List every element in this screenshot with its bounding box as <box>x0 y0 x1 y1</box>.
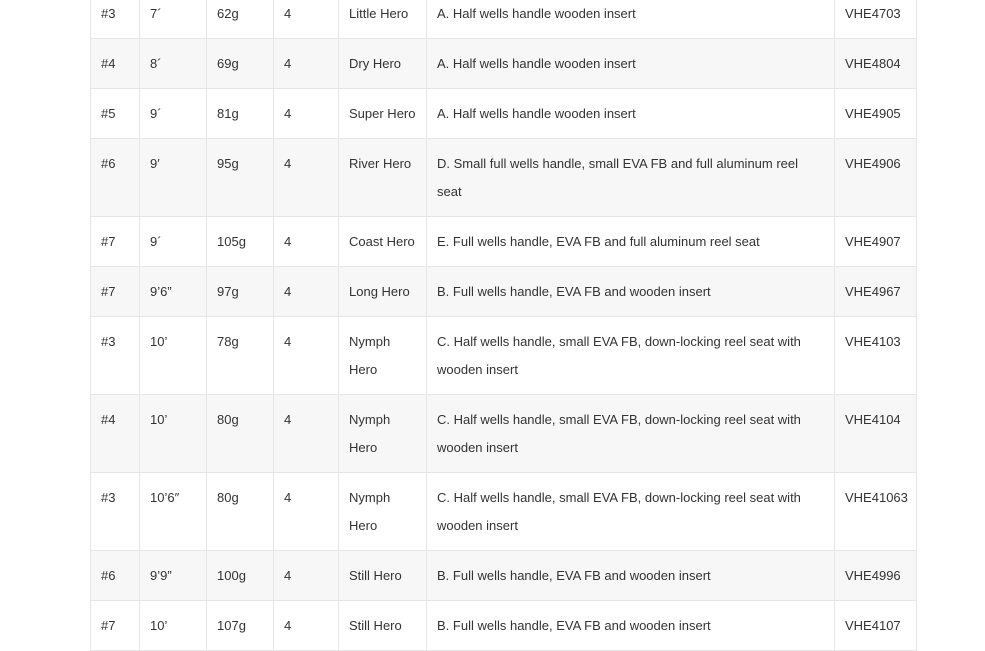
line-weight-cell: #7 <box>91 217 140 267</box>
sections-cell: 4 <box>274 395 339 473</box>
model-cell: River Hero <box>339 139 427 217</box>
handle-cell: A. Half wells handle wooden insert <box>427 89 835 139</box>
weight-cell: 62g <box>207 0 274 39</box>
length-cell: 10’6″ <box>140 473 207 551</box>
model-cell: Super Hero <box>339 89 427 139</box>
handle-cell: A. Half wells handle wooden insert <box>427 0 835 39</box>
handle-cell: C. Half wells handle, small EVA FB, down-locking reel seat with wooden insert <box>427 395 835 473</box>
code-cell: VHE4107 <box>835 601 917 651</box>
length-cell: 10’ <box>140 601 207 651</box>
sections-cell: 4 <box>274 317 339 395</box>
line-weight-cell: #6 <box>91 139 140 217</box>
length-cell: 8´ <box>140 39 207 89</box>
model-cell: Dry Hero <box>339 39 427 89</box>
length-cell: 9’6” <box>140 267 207 317</box>
sections-cell: 4 <box>274 0 339 39</box>
weight-cell: 69g <box>207 39 274 89</box>
weight-cell: 97g <box>207 267 274 317</box>
sections-cell: 4 <box>274 217 339 267</box>
table-row <box>91 139 917 217</box>
table-row <box>91 601 917 651</box>
code-cell: VHE4905 <box>835 89 917 139</box>
handle-cell: E. Full wells handle, EVA FB and full aluminum reel seat <box>427 217 835 267</box>
line-weight-cell: #6 <box>91 551 140 601</box>
handle-cell: A. Half wells handle wooden insert <box>427 39 835 89</box>
line-weight-cell: #7 <box>91 267 140 317</box>
table-row <box>91 317 917 395</box>
model-cell: Coast Hero <box>339 217 427 267</box>
code-cell: VHE4907 <box>835 217 917 267</box>
sections-cell: 4 <box>274 267 339 317</box>
handle-cell: C. Half wells handle, small EVA FB, down-locking reel seat with wooden insert <box>427 473 835 551</box>
weight-cell: 105g <box>207 217 274 267</box>
model-cell: Nymph Hero <box>339 395 427 473</box>
weight-cell: 78g <box>207 317 274 395</box>
weight-cell: 80g <box>207 473 274 551</box>
rod-spec-table <box>90 0 917 651</box>
handle-cell: B. Full wells handle, EVA FB and wooden insert <box>427 601 835 651</box>
sections-cell: 4 <box>274 39 339 89</box>
table-row <box>91 395 917 473</box>
model-cell: Nymph Hero <box>339 317 427 395</box>
weight-cell: 80g <box>207 395 274 473</box>
length-cell: 9’9” <box>140 551 207 601</box>
model-cell: Still Hero <box>339 551 427 601</box>
sections-cell: 4 <box>274 473 339 551</box>
handle-cell: C. Half wells handle, small EVA FB, down-locking reel seat with wooden insert <box>427 317 835 395</box>
handle-cell: B. Full wells handle, EVA FB and wooden insert <box>427 551 835 601</box>
weight-cell: 100g <box>207 551 274 601</box>
sections-cell: 4 <box>274 139 339 217</box>
weight-cell: 81g <box>207 89 274 139</box>
code-cell: VHE41063 <box>835 473 917 551</box>
table-row <box>91 0 917 39</box>
model-cell: Little Hero <box>339 0 427 39</box>
line-weight-cell: #5 <box>91 89 140 139</box>
handle-cell: D. Small full wells handle, small EVA FB and full aluminum reel seat <box>427 139 835 217</box>
sections-cell: 4 <box>274 551 339 601</box>
weight-cell: 107g <box>207 601 274 651</box>
model-cell: Nymph Hero <box>339 473 427 551</box>
line-weight-cell: #3 <box>91 0 140 39</box>
length-cell: 9′ <box>140 139 207 217</box>
code-cell: VHE4103 <box>835 317 917 395</box>
sections-cell: 4 <box>274 89 339 139</box>
length-cell: 10’ <box>140 395 207 473</box>
code-cell: VHE4996 <box>835 551 917 601</box>
code-cell: VHE4703 <box>835 0 917 39</box>
code-cell: VHE4804 <box>835 39 917 89</box>
model-cell: Still Hero <box>339 601 427 651</box>
length-cell: 7´ <box>140 0 207 39</box>
table-row <box>91 551 917 601</box>
code-cell: VHE4104 <box>835 395 917 473</box>
table-row <box>91 217 917 267</box>
length-cell: 9´ <box>140 89 207 139</box>
line-weight-cell: #7 <box>91 601 140 651</box>
weight-cell: 95g <box>207 139 274 217</box>
code-cell: VHE4967 <box>835 267 917 317</box>
line-weight-cell: #3 <box>91 317 140 395</box>
line-weight-cell: #3 <box>91 473 140 551</box>
table-row <box>91 89 917 139</box>
model-cell: Long Hero <box>339 267 427 317</box>
length-cell: 10’ <box>140 317 207 395</box>
line-weight-cell: #4 <box>91 39 140 89</box>
length-cell: 9´ <box>140 217 207 267</box>
table-row <box>91 39 917 89</box>
line-weight-cell: #4 <box>91 395 140 473</box>
code-cell: VHE4906 <box>835 139 917 217</box>
handle-cell: B. Full wells handle, EVA FB and wooden insert <box>427 267 835 317</box>
table-row <box>91 473 917 551</box>
rod-spec-table-container <box>90 0 916 651</box>
table-row <box>91 267 917 317</box>
sections-cell: 4 <box>274 601 339 651</box>
